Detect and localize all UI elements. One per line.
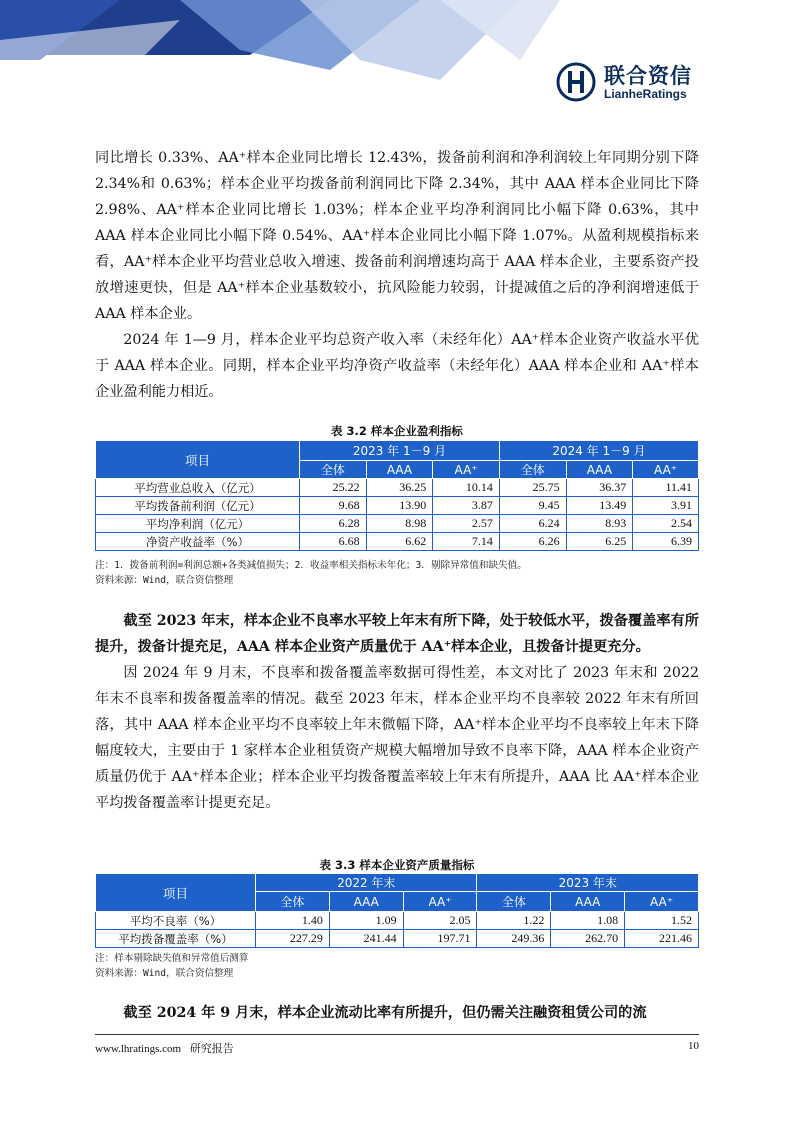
table-cell: 6.68	[300, 533, 367, 551]
table-row	[96, 533, 699, 551]
table-col-header: AAA	[329, 892, 403, 912]
table-col-header: 全体	[300, 461, 367, 479]
table-cell: 1.08	[551, 912, 625, 930]
row-label: 平均拨备前利润（亿元）	[96, 497, 300, 515]
brand-name-cn: 联合资信	[604, 64, 692, 88]
table-col-header: 全体	[499, 461, 566, 479]
body-section-1	[95, 145, 699, 405]
table-cell: 6.24	[499, 515, 566, 533]
table-cell: 2.57	[433, 515, 500, 533]
table-cell: 1.40	[256, 912, 330, 930]
table-cell: 9.68	[300, 497, 367, 515]
table-source: 资料来源：Wind，联合资信整理	[95, 575, 234, 586]
table-row	[96, 930, 699, 948]
table-cell: 6.25	[566, 533, 633, 551]
table-footnote: 注：1．拨备前利润=利润总额+各类减值损失；2．收益率相关指标未年化；3．剔除异常值和缺失值。	[95, 560, 527, 571]
table-header-item: 项目	[96, 441, 300, 479]
table-cell: 6.28	[300, 515, 367, 533]
table-cell: 1.09	[329, 912, 403, 930]
table-cell: 221.46	[625, 930, 699, 948]
paragraph-profit-growth: 同比增长 0.33%、AA⁺样本企业同比增长 12.43%，拨备前利润和净利润较上年同期分别下降 2.34%和 0.63%；样本企业平均拨备前利润同比下降 2.34%，其中 AAA 样本企业同比下降 2.98%、AA⁺样本企业同比增长 1.03%；样本企业平均净利润同比小幅下降 0.63%，其中 AAA 样本企业同比小幅下降 0.54%、AA⁺样本企业同比小幅下降 1.07%。从盈利规模指标来看，AA⁺样本企业平均营业总收入增速、拨备前利润增速均高于 AAA 样本企业，主要系资产投放增速更快，但是 AA⁺样本企业基数较小，抗风险能力较弱，计提减值之后的净利润增速低于 AAA 样本企业。	[95, 150, 699, 322]
table-cell: 8.98	[366, 515, 433, 533]
table-cell: 262.70	[551, 930, 625, 948]
table-col-header: AAA	[551, 892, 625, 912]
table-cell: 249.36	[477, 930, 551, 948]
footer-doc-type: 研究报告	[189, 1042, 234, 1055]
row-label: 平均拨备覆盖率（%）	[96, 930, 256, 948]
table-source: 资料来源：Wind，联合资信整理	[95, 968, 234, 979]
row-label: 净资产收益率（%）	[96, 533, 300, 551]
table-cell: 2.05	[403, 912, 477, 930]
table-col-header: AAA	[366, 461, 433, 479]
table-cell: 197.71	[403, 930, 477, 948]
table-col-header: AA⁺	[433, 461, 500, 479]
paragraph-asset-quality-summary: 截至 2023 年末，样本企业不良率水平较上年末有所下降，处于较低水平，拨备覆盖率有所提升，拨备计提充足，AAA 样本企业资产质量优于 AA⁺样本企业，且拨备计提更充分。	[95, 613, 699, 655]
table-cell: 13.90	[366, 497, 433, 515]
table-cell: 6.62	[366, 533, 433, 551]
table-cell: 25.75	[499, 479, 566, 497]
table-row	[96, 479, 699, 497]
page-number: 10	[688, 1040, 699, 1052]
table-cell: 6.26	[499, 533, 566, 551]
table-col-header: AAA	[566, 461, 633, 479]
row-label: 平均不良率（%）	[96, 912, 256, 930]
table-cell: 9.45	[499, 497, 566, 515]
table-cell: 227.29	[256, 930, 330, 948]
table-col-header: 全体	[477, 892, 551, 912]
header-graphic	[0, 0, 560, 80]
table-col-header: AA⁺	[633, 461, 699, 479]
footer-divider	[95, 1034, 699, 1035]
table-cell: 13.49	[566, 497, 633, 515]
table-cell: 6.39	[633, 533, 699, 551]
table-row	[96, 497, 699, 515]
table-cell: 2.54	[633, 515, 699, 533]
table-row	[96, 515, 699, 533]
table-cell: 10.14	[433, 479, 500, 497]
table-header-period: 2022 年末	[256, 874, 477, 892]
paragraph-return-on-assets: 2024 年 1—9 月，样本企业平均总资产收入率（未经年化）AA⁺样本企业资产收益水平优于 AAA 样本企业。同期，样本企业平均净资产收益率（未经年化）AAA 样本企业和 AA⁺样本企业盈利能力相近。	[95, 332, 699, 400]
row-label: 平均净利润（亿元）	[96, 515, 300, 533]
lianhe-logo-icon	[556, 62, 596, 102]
footer-left	[95, 1040, 234, 1056]
table-cell: 1.52	[625, 912, 699, 930]
table-header-period: 2023 年 1－9 月	[300, 441, 500, 461]
table-col-header: AA⁺	[403, 892, 477, 912]
table-cell: 241.44	[329, 930, 403, 948]
row-label: 平均营业总收入（亿元）	[96, 479, 300, 497]
profitability-table	[95, 440, 699, 551]
table-header-period: 2023 年末	[477, 874, 699, 892]
table-cell: 7.14	[433, 533, 500, 551]
table-cell: 3.87	[433, 497, 500, 515]
body-section-3	[95, 1000, 699, 1026]
table-cell: 36.37	[566, 479, 633, 497]
table-cell: 8.93	[566, 515, 633, 533]
table-cell: 11.41	[633, 479, 699, 497]
table-col-header: AA⁺	[625, 892, 699, 912]
table-cell: 25.22	[300, 479, 367, 497]
brand-name-en: LianheRatings	[604, 87, 687, 101]
table-row	[96, 912, 699, 930]
paragraph-liquidity: 截至 2024 年 9 月末，样本企业流动比率有所提升，但仍需关注融资租赁公司的流	[123, 1005, 647, 1021]
footer-website-link[interactable]: www.lhratings.com	[95, 1043, 182, 1055]
table-cell: 36.25	[366, 479, 433, 497]
table-notes-profitability	[95, 558, 699, 588]
table-title-profitability: 表 3.2 样本企业盈利指标	[331, 424, 463, 438]
brand-logo	[556, 58, 716, 108]
table-col-header: 全体	[256, 892, 330, 912]
table-cell: 3.91	[633, 497, 699, 515]
table-title-asset-quality: 表 3.3 样本企业资产质量指标	[319, 858, 475, 872]
body-section-2	[95, 608, 699, 816]
table-header-period: 2024 年 1－9 月	[499, 441, 698, 461]
paragraph-asset-quality-detail: 因 2024 年 9 月末，不良率和拨备覆盖率数据可得性差，本文对比了 2023 年末和 2022 年末不良率和拨备覆盖率的情况。截至 2023 年末，样本企业平均不良率较 2022 年末有所回落，其中 AAA 样本企业平均不良率较上年末微幅下降，AA⁺样本企业平均不良率较上年末下降幅度较大，主要由于 1 家样本企业租赁资产规模大幅增加导致不良率下降，AAA 样本企业资产质量仍优于 AA⁺样本企业；样本企业平均拨备覆盖率较上年末有所提升，AAA 比 AA⁺样本企业平均拨备覆盖率计提更充足。	[95, 665, 699, 811]
asset-quality-table	[95, 873, 699, 948]
table-footnote: 注：样本剔除缺失值和异常值后测算	[95, 953, 249, 964]
table-cell: 1.22	[477, 912, 551, 930]
table-header-item: 项目	[96, 874, 256, 912]
table-notes-asset-quality	[95, 951, 699, 981]
